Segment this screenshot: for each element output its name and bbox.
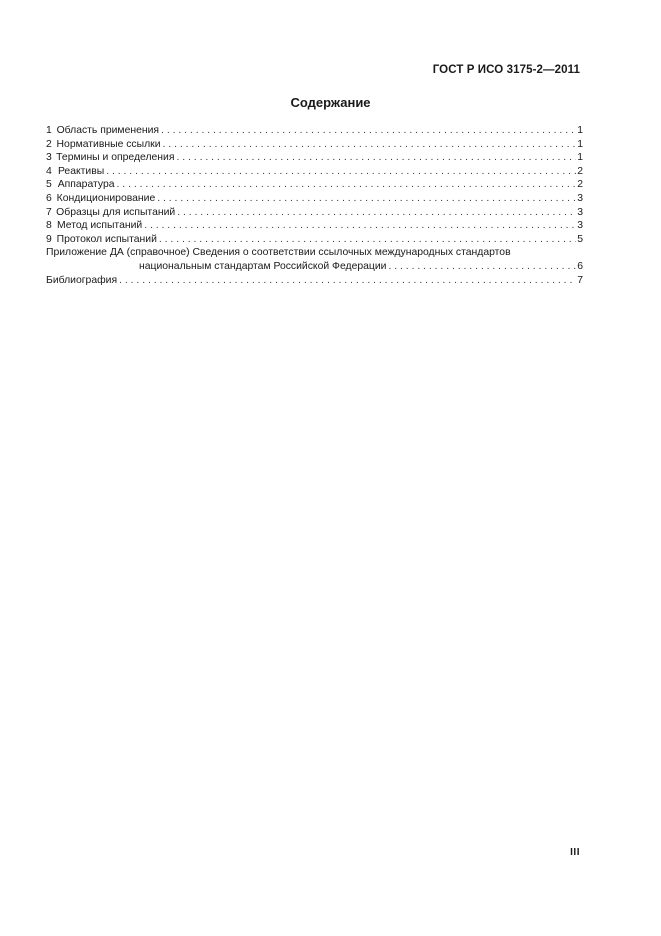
toc-entry[interactable]: [46, 124, 583, 138]
toc-appendix-title-continued: национальным стандартам Российской Федерации: [139, 260, 387, 272]
toc-entry-label: Область применения: [56, 125, 160, 136]
toc-leader-dots: [161, 124, 576, 138]
toc-entry[interactable]: [46, 192, 583, 206]
toc-leader-dots: [144, 219, 576, 233]
toc-entry[interactable]: [46, 206, 583, 220]
toc-entry-number: 5: [46, 179, 52, 191]
toc-entry[interactable]: [46, 165, 583, 179]
page-number: III: [570, 847, 580, 858]
toc-entry-page: 3: [577, 206, 583, 218]
table-of-contents: [46, 124, 583, 287]
toc-leader-dots: [157, 192, 576, 206]
toc-entry-page: 2: [577, 165, 583, 177]
toc-leader-dots: [106, 165, 576, 179]
toc-entry-page: 1: [577, 138, 583, 150]
toc-leader-dots: [388, 260, 576, 274]
toc-entry-label: Термины и определения: [56, 152, 175, 164]
toc-entry-page: 7: [577, 274, 583, 286]
toc-leader-dots: [176, 151, 576, 165]
toc-leader-dots: [119, 274, 576, 288]
toc-entry[interactable]: [46, 151, 583, 165]
toc-entry-page: 1: [577, 125, 583, 136]
toc-leader-dots: [159, 233, 576, 247]
toc-entry-label: Реактивы: [57, 165, 105, 177]
toc-entry-page: 1: [577, 152, 583, 164]
toc-entry-label: Кондиционирование: [56, 192, 156, 204]
toc-leader-dots: [177, 206, 576, 220]
toc-entry-number: 2: [46, 138, 52, 150]
toc-entry-number: 8: [46, 220, 52, 232]
toc-entry-number: 1: [46, 125, 52, 136]
toc-entry-number: 6: [46, 192, 52, 204]
toc-appendix-entry[interactable]: [46, 246, 583, 273]
toc-entry-label: Библиография: [46, 274, 118, 286]
toc-entry-number: 9: [46, 233, 52, 245]
toc-entry[interactable]: [46, 178, 583, 192]
toc-entry-page: 3: [577, 192, 583, 204]
toc-leader-dots: [117, 178, 577, 192]
toc-entry[interactable]: [46, 219, 583, 233]
toc-entry-label: Образцы для испытаний: [56, 206, 176, 218]
toc-entry-page: 3: [577, 220, 583, 232]
toc-entry-page: 6: [577, 260, 583, 272]
toc-entry-page: 2: [577, 179, 583, 191]
toc-entry-number: 4: [46, 165, 52, 177]
toc-entry-label: Нормативные ссылки: [56, 138, 161, 150]
document-code: ГОСТ Р ИСО 3175-2—2011: [432, 64, 580, 76]
toc-entry[interactable]: [46, 233, 583, 247]
toc-entry-label: Протокол испытаний: [56, 233, 157, 245]
toc-title: Содержание: [290, 95, 371, 110]
toc-entry[interactable]: [46, 138, 583, 152]
toc-leader-dots: [163, 138, 577, 152]
toc-entry-page: 5: [577, 233, 583, 245]
toc-entry-number: 3: [46, 152, 52, 164]
toc-entry-label: Метод испытаний: [56, 220, 143, 232]
toc-appendix-title: Приложение ДА (справочное) Сведения о соответствии ссылочных международных стандартов: [46, 247, 511, 259]
toc-bibliography-entry[interactable]: [46, 274, 583, 288]
toc-entry-number: 7: [46, 206, 52, 218]
toc-entry-label: Аппаратура: [57, 179, 115, 191]
